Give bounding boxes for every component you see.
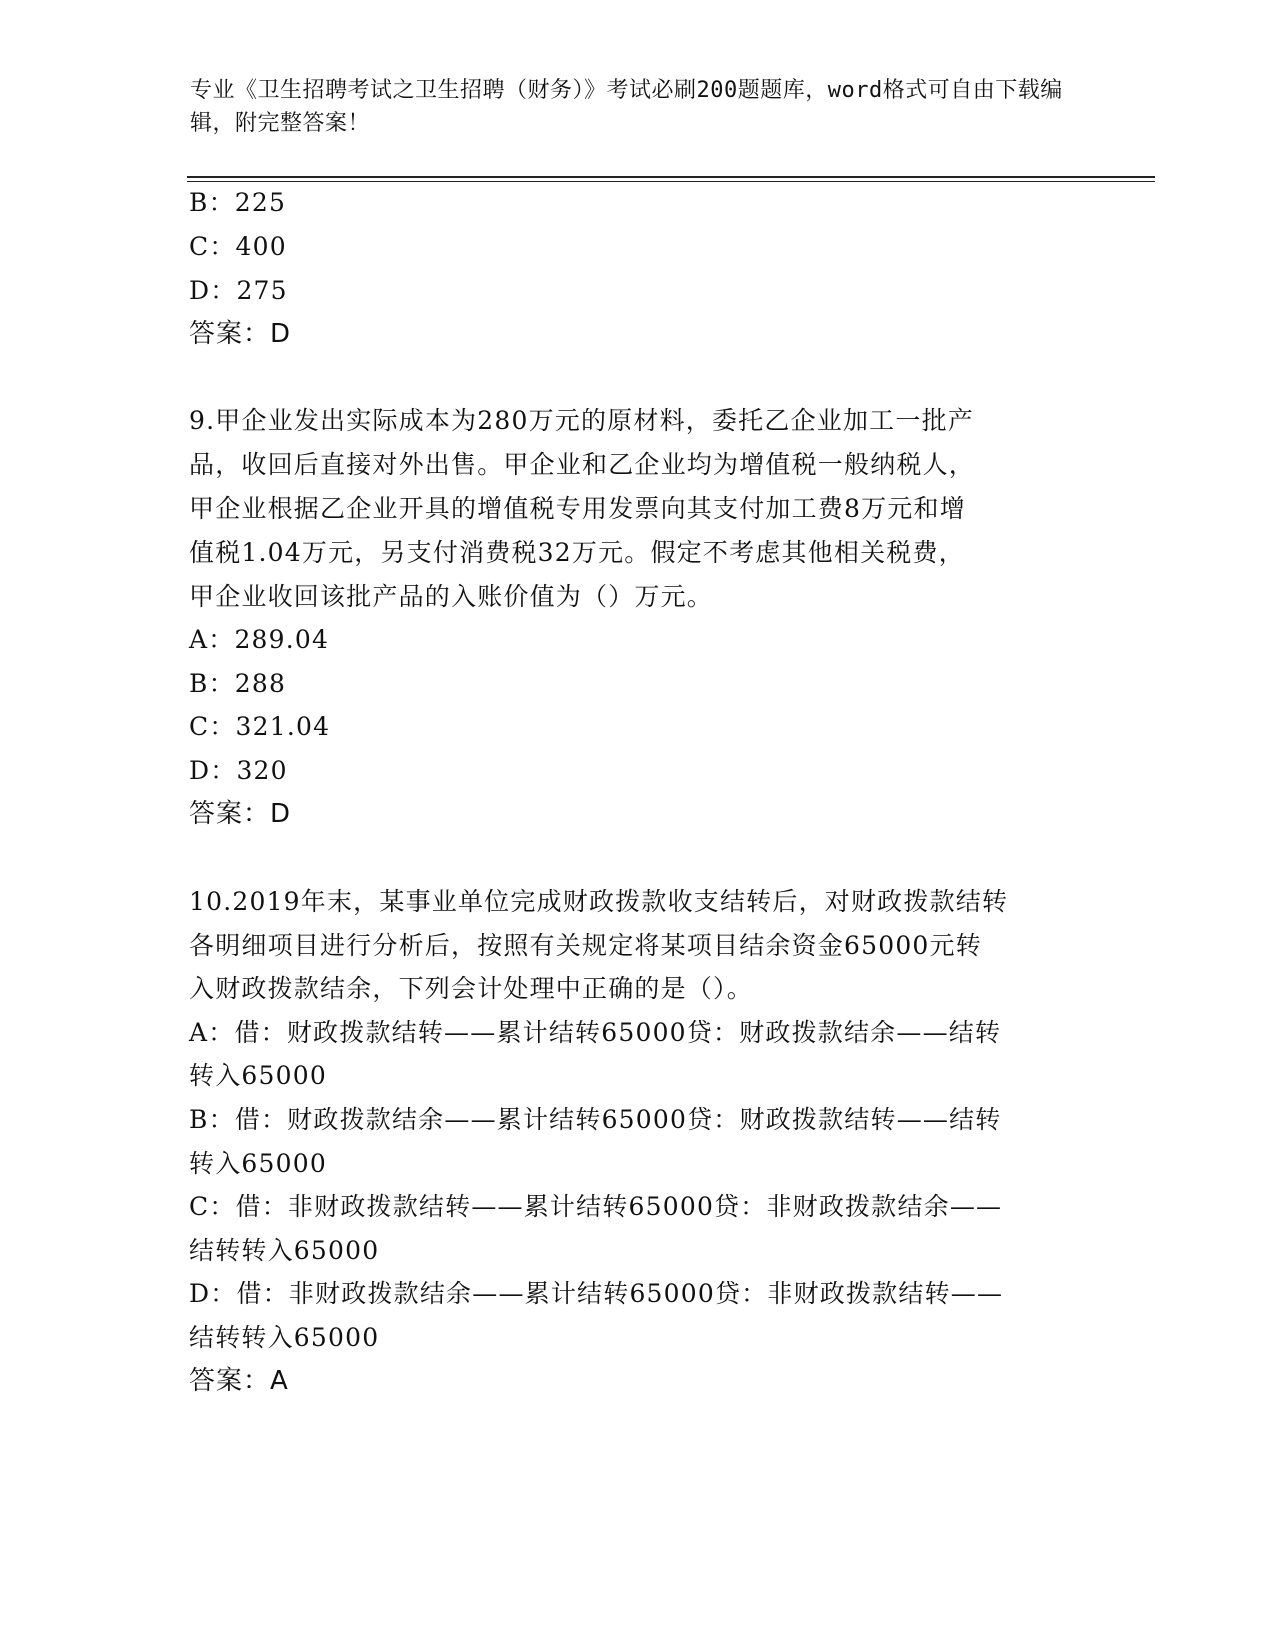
header-divider-thick (187, 176, 1155, 178)
answer-label: 答案：D (189, 319, 292, 349)
option-c: C：400 (189, 232, 287, 261)
question-10-answer: 答案：A (189, 1366, 289, 1396)
question-10-option-c-continued: 结转转入65000 (189, 1236, 380, 1265)
question-10-text-line-1: 10.2019年末，某事业单位完成财政拨款收支结转后，对财政拨款结转 (189, 887, 1009, 916)
question-10-option-d-continued: 结转转入65000 (189, 1323, 380, 1352)
question-10-option-b: B：借：财政拨款结余——累计结转65000贷：财政拨款结转——结转 (189, 1105, 1002, 1134)
document-header: 专业《卫生招聘考试之卫生招聘（财务）》考试必刷200题题库，word格式可自由下载编辑，附完整答案！ (190, 78, 1063, 136)
question-9-option-a: A：289.04 (189, 625, 330, 654)
question-10-option-a: A：借：财政拨款结转——累计结转65000贷：财政拨款结余——结转 (189, 1018, 1002, 1047)
option-d: D：275 (189, 276, 288, 305)
question-10-option-a-continued: 转入65000 (189, 1061, 327, 1090)
question-10-option-d: D：借：非财政拨款结余——累计结转65000贷：非财政拨款结转—— (189, 1279, 1004, 1308)
question-9-option-b: B：288 (189, 669, 287, 698)
question-9-option-c: C：321.04 (189, 712, 331, 741)
question-9-option-d: D：320 (189, 756, 288, 785)
question-9-text-line-2: 品，收回后直接对外出售。甲企业和乙企业均为增值税一般纳税人， (189, 450, 976, 479)
question-10-option-b-continued: 转入65000 (189, 1149, 327, 1178)
question-9-text-line-4: 值税1.04万元，另支付消费税32万元。假定不考虑其他相关税费， (189, 538, 965, 567)
question-10-text-line-2: 各明细项目进行分析后，按照有关规定将某项目结余资金65000元转 (189, 931, 982, 960)
option-b: B：225 (189, 188, 287, 217)
question-10-option-c: C：借：非财政拨款结转——累计结转65000贷：非财政拨款结余—— (189, 1192, 1003, 1221)
header-divider-thin (187, 181, 1155, 182)
question-10-text-line-3: 入财政拨款结余，下列会计处理中正确的是（）。 (189, 974, 753, 1003)
question-9-text-line-5: 甲企业收回该批产品的入账价值为（）万元。 (189, 582, 714, 611)
question-9-text-line-3: 甲企业根据乙企业开具的增值税专用发票向其支付加工费8万元和增 (189, 494, 966, 523)
question-9-text-line-1: 9.甲企业发出实际成本为280万元的原材料，委托乙企业加工一批产 (189, 406, 974, 435)
question-9-answer: 答案：D (189, 799, 292, 829)
